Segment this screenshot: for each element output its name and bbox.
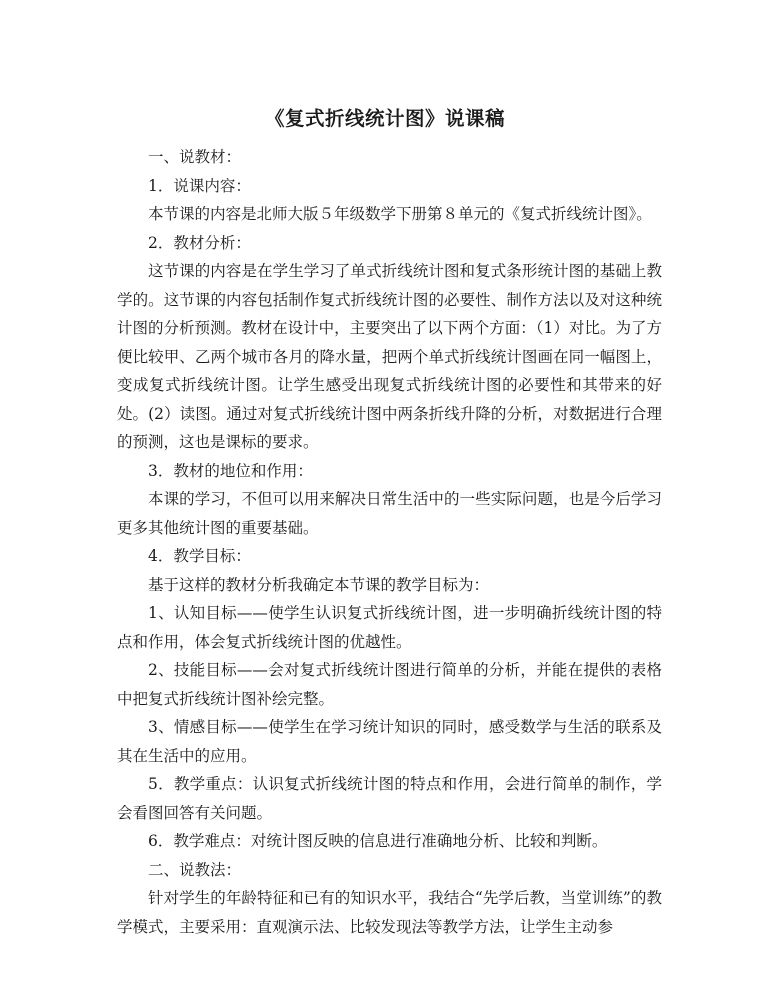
paragraph-key-points: 5．教学重点：认识复式折线统计图的特点和作用，会进行简单的制作，学会看图回答有关问题。 [117,775,662,822]
section-heading-teaching-method: 二、说教法： [148,860,242,879]
paragraph-lesson-content: 本节课的内容是北师大版５年级数学下册第８单元的《复式折线统计图》。 [148,205,652,223]
subheading-lesson-content: 1．说课内容： [148,176,251,195]
subheading-material-analysis: 2．教材分析： [148,233,251,252]
paragraph-cognitive-goal: 1、认知目标——使学生认识复式折线统计图，进一步明确折线统计图的特点和作用，体会复式折线统计图的优越性。 [117,604,662,651]
paragraph-status-and-role: 本课的学习，不但可以用来解决日常生活中的一些实际问题，也是今后学习更多其他统计图的重要基础。 [117,490,662,537]
paragraph-emotional-goal: 3、情感目标——使学生在学习统计知识的同时，感受数学与生活的联系及其在生活中的应用。 [117,718,662,765]
document-body [117,143,662,941]
subheading-status-and-role: 3．教材的地位和作用： [148,461,313,480]
paragraph-goals-intro: 基于这样的教材分析我确定本节课的教学目标为： [148,575,490,594]
paragraph-difficulties: 6．教学难点：对统计图反映的信息进行准确地分析、比较和判断。 [148,832,608,850]
section-heading-teaching-material: 一、说教材： [148,148,242,166]
paragraph-material-analysis: 这节课的内容是在学生学习了单式折线统计图和复式条形统计图的基础上教学的。这节课的内容包括制作复式折线统计图的必要性、制作方法以及对这种统计图的分析预测。教材在设计中，主要突出了以下两个方面：（1）对比。为了方便比较甲、乙两个城市各月的降水量，把两个单式折线统计图画在同一幅图上，变成复式折线统计图。让学生感受出现复式折线统计图的必要性和其带来的好处。(2）读图。通过对复式折线统计图中两条折线升降的分析，对数据进行合理的预测，这也是课标的要求。 [117,262,662,451]
subheading-teaching-goals: 4．教学目标： [148,547,251,565]
paragraph-teaching-method: 针对学生的年龄特征和已有的知识水平，我结合“先学后教，当堂训练”的教学模式，主要采用：直观演示法、比较发现法等教学方法，让学生主动参 [117,889,662,936]
paragraph-skill-goal: 2、技能目标——会对复式折线统计图进行简单的分析，并能在提供的表格中把复式折线统计图补绘完整。 [117,661,662,708]
document-title: 《复式折线统计图》说课稿 [264,107,505,130]
